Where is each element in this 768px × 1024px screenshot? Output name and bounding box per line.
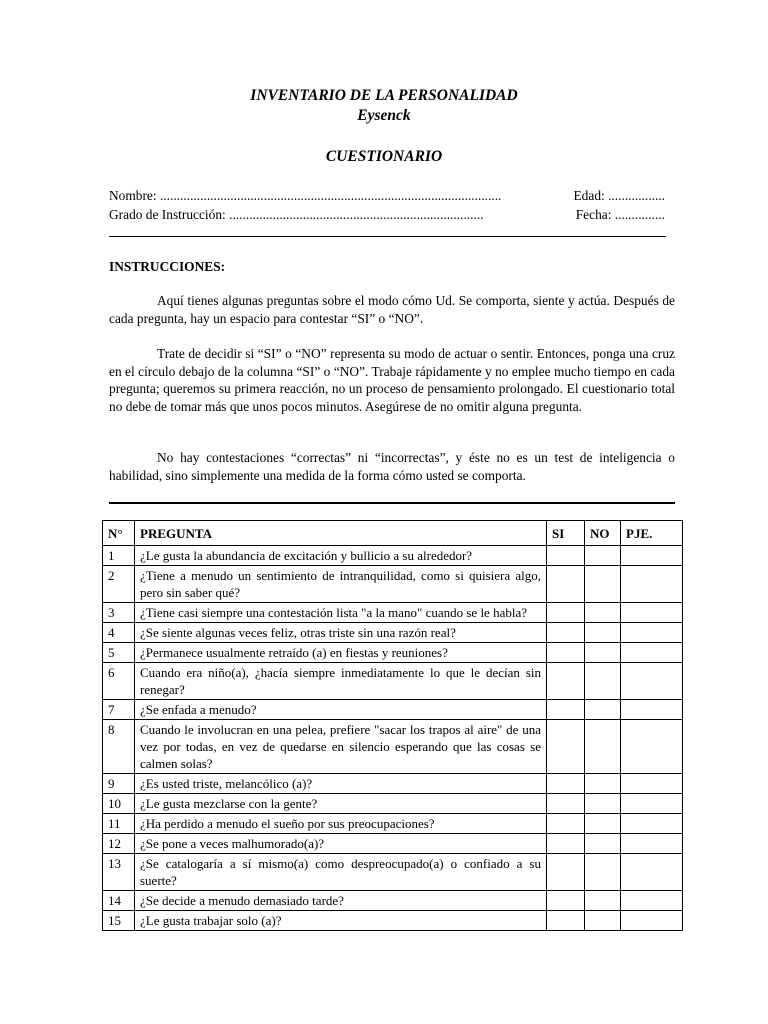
questionnaire-body — [103, 546, 683, 931]
table-row — [103, 891, 683, 911]
answer-no-cell[interactable] — [585, 546, 621, 566]
question-text: ¿Se catalogaría a sí mismo(a) como despreocupado(a) o confiado a su suerte? — [135, 854, 547, 891]
question-number: 1 — [103, 546, 135, 566]
table-row — [103, 566, 683, 603]
answer-yes-cell[interactable] — [547, 794, 585, 814]
table-row — [103, 794, 683, 814]
instructions-paragraph: No hay contestaciones “correctas” ni “incorrectas”, y éste no es un test de inteligencia o habilidad, sino simplemente una medida de la forma cómo usted se comporta. — [109, 450, 675, 483]
score-cell[interactable] — [621, 623, 683, 643]
question-number: 3 — [103, 603, 135, 623]
answer-no-cell[interactable] — [585, 643, 621, 663]
score-cell[interactable] — [621, 774, 683, 794]
section-title: CUESTIONARIO — [325, 148, 443, 165]
score-cell[interactable] — [621, 720, 683, 774]
question-number: 15 — [103, 911, 135, 931]
table-row — [103, 814, 683, 834]
answer-no-cell[interactable] — [585, 794, 621, 814]
answer-yes-cell[interactable] — [547, 643, 585, 663]
question-text: ¿Se siente algunas veces feliz, otras triste sin una razón real? — [135, 623, 547, 643]
question-text: ¿Tiene casi siempre una contestación lista "a la mano" cuando se le habla? — [135, 603, 547, 623]
table-row — [103, 623, 683, 643]
table-row — [103, 643, 683, 663]
answer-yes-cell[interactable] — [547, 663, 585, 700]
score-cell[interactable] — [621, 814, 683, 834]
score-cell[interactable] — [621, 891, 683, 911]
header-number: N° — [103, 521, 135, 546]
question-text: ¿Permanece usualmente retraído (a) en fiestas y reuniones? — [135, 643, 547, 663]
header-score: PJE. — [621, 521, 683, 546]
answer-yes-cell[interactable] — [547, 700, 585, 720]
table-row — [103, 546, 683, 566]
answer-yes-cell[interactable] — [547, 854, 585, 891]
question-number: 11 — [103, 814, 135, 834]
question-number: 14 — [103, 891, 135, 911]
answer-no-cell[interactable] — [585, 566, 621, 603]
question-number: 5 — [103, 643, 135, 663]
question-number: 13 — [103, 854, 135, 891]
question-text: Cuando era niño(a), ¿hacía siempre inmediatamente lo que le decían sin renegar? — [135, 663, 547, 700]
table-row — [103, 663, 683, 700]
score-cell[interactable] — [621, 794, 683, 814]
answer-no-cell[interactable] — [585, 774, 621, 794]
divider-thick — [109, 502, 675, 504]
question-number: 4 — [103, 623, 135, 643]
document-title: INVENTARIO DE LA PERSONALIDAD — [250, 87, 518, 104]
answer-yes-cell[interactable] — [547, 566, 585, 603]
table-row — [103, 603, 683, 623]
score-cell[interactable] — [621, 643, 683, 663]
table-row — [103, 854, 683, 891]
score-cell[interactable] — [621, 663, 683, 700]
table-header-row — [103, 521, 683, 546]
answer-no-cell[interactable] — [585, 663, 621, 700]
answer-yes-cell[interactable] — [547, 603, 585, 623]
answer-yes-cell[interactable] — [547, 546, 585, 566]
answer-no-cell[interactable] — [585, 911, 621, 931]
question-text: ¿Se enfada a menudo? — [135, 700, 547, 720]
date-field[interactable]: Fecha: ............... — [575, 207, 665, 222]
respondent-fields — [109, 186, 665, 224]
question-text: ¿Se pone a veces malhumorado(a)? — [135, 834, 547, 854]
table-row — [103, 700, 683, 720]
question-number: 12 — [103, 834, 135, 854]
question-number: 2 — [103, 566, 135, 603]
answer-yes-cell[interactable] — [547, 834, 585, 854]
score-cell[interactable] — [621, 546, 683, 566]
answer-no-cell[interactable] — [585, 720, 621, 774]
header-yes: SI — [547, 521, 585, 546]
field-row-education — [109, 205, 665, 224]
score-cell[interactable] — [621, 854, 683, 891]
age-field[interactable]: Edad: ................. — [573, 188, 665, 203]
question-text: ¿Se decide a menudo demasiado tarde? — [135, 891, 547, 911]
question-number: 9 — [103, 774, 135, 794]
question-text: ¿Le gusta trabajar solo (a)? — [135, 911, 547, 931]
instructions-heading: INSTRUCCIONES: — [109, 259, 226, 274]
score-cell[interactable] — [621, 603, 683, 623]
answer-yes-cell[interactable] — [547, 774, 585, 794]
answer-yes-cell[interactable] — [547, 623, 585, 643]
table-row — [103, 774, 683, 794]
name-field[interactable]: Nombre: ...................................................................................................... — [109, 188, 502, 203]
answer-no-cell[interactable] — [585, 854, 621, 891]
score-cell[interactable] — [621, 700, 683, 720]
question-text: ¿Le gusta la abundancia de excitación y bullicio a su alrededor? — [135, 546, 547, 566]
question-text: ¿Es usted triste, melancólico (a)? — [135, 774, 547, 794]
question-text: ¿Tiene a menudo un sentimiento de intranquilidad, como si quisiera algo, pero sin saber qué? — [135, 566, 547, 603]
questionnaire-table — [102, 520, 683, 931]
score-cell[interactable] — [621, 911, 683, 931]
document-subtitle: Eysenck — [357, 107, 411, 124]
instructions-paragraph: Aquí tienes algunas preguntas sobre el modo cómo Ud. Se comporta, siente y actúa. Después de cada pregunta, hay un espacio para contestar “SI” o “NO”. — [109, 293, 675, 326]
table-row — [103, 911, 683, 931]
answer-no-cell[interactable] — [585, 814, 621, 834]
field-row-name — [109, 186, 665, 205]
question-number: 7 — [103, 700, 135, 720]
answer-yes-cell[interactable] — [547, 891, 585, 911]
instructions-paragraph: Trate de decidir si “SI” o “NO” representa su modo de actuar o sentir. Entonces, ponga una cruz en el círculo debajo de la columna “SI” o “NO”. Trabaje rápidamente y no emplee mucho tiempo en cada pregunta; queremos su primera reacción, no un proceso de pensamiento prolongado. El cuestionario total no debe de tomar más que unos pocos minutos. Asegúrese de no omitir alguna pregunta. — [109, 346, 675, 414]
question-number: 6 — [103, 663, 135, 700]
question-number: 8 — [103, 720, 135, 774]
answer-no-cell[interactable] — [585, 834, 621, 854]
question-text: ¿Le gusta mezclarse con la gente? — [135, 794, 547, 814]
answer-no-cell[interactable] — [585, 700, 621, 720]
answer-yes-cell[interactable] — [547, 814, 585, 834]
answer-no-cell[interactable] — [585, 623, 621, 643]
question-number: 10 — [103, 794, 135, 814]
score-cell[interactable] — [621, 834, 683, 854]
question-text: ¿Ha perdido a menudo el sueño por sus preocupaciones? — [135, 814, 547, 834]
header-question: PREGUNTA — [135, 521, 547, 546]
question-text: Cuando le involucran en una pelea, prefiere "sacar los trapos al aire" de una vez por todas, en vez de quedarse en silencio esperando que las cosas se calmen solas? — [135, 720, 547, 774]
answer-no-cell[interactable] — [585, 603, 621, 623]
score-cell[interactable] — [621, 566, 683, 603]
header-no: NO — [585, 521, 621, 546]
divider — [109, 236, 666, 237]
answer-yes-cell[interactable] — [547, 720, 585, 774]
education-field[interactable]: Grado de Instrucción: ............................................................................ — [109, 207, 484, 222]
table-row — [103, 834, 683, 854]
table-row — [103, 720, 683, 774]
answer-yes-cell[interactable] — [547, 911, 585, 931]
answer-no-cell[interactable] — [585, 891, 621, 911]
